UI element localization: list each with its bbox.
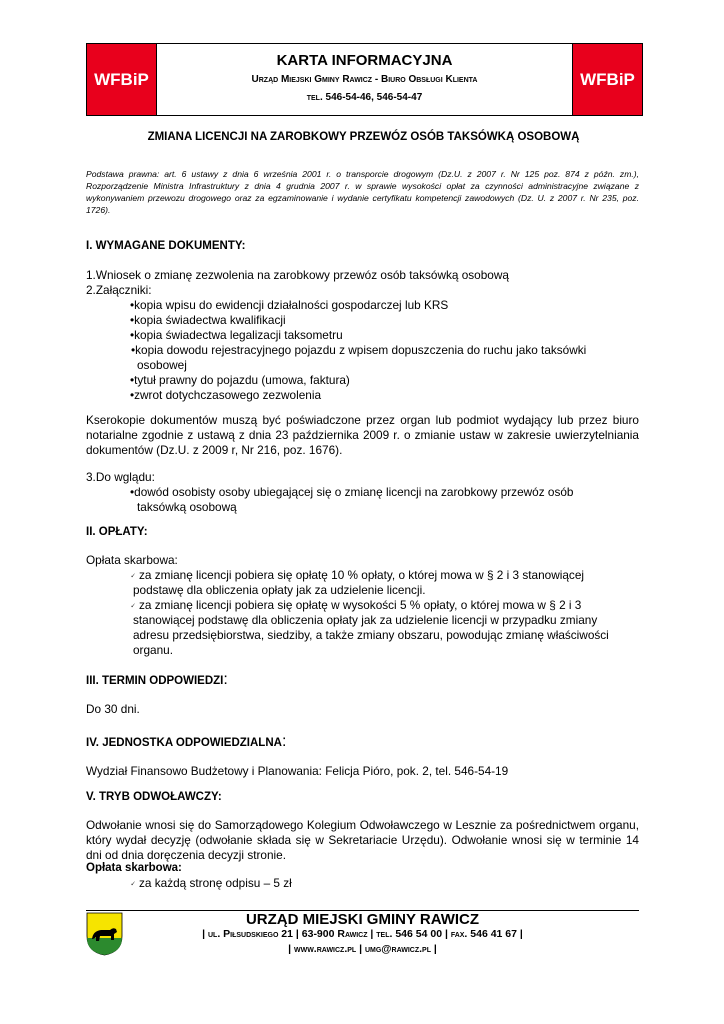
header-center — [157, 44, 572, 115]
section-heading-documents: I. WYMAGANE DOKUMENTY: — [86, 240, 246, 252]
heading-colon: : — [281, 733, 287, 750]
heading-colon: : — [223, 671, 228, 688]
fee-line: za zmianę licencji pobiera się opłatę w wysokości 5 % opłaty, o której mowa w § 2 i 3 — [139, 598, 582, 612]
attachment-item: •kopia dowodu rejestracyjnego pojazdu z wpisem dopuszczenia do ruchu jako taksówki — [131, 343, 587, 357]
list-item: 1.Wniosek o zmianę zezwolenia na zarobkowy przewóz osób taksówką osobową — [86, 268, 509, 282]
fee-line: za zmianę licencji pobiera się opłatę 10 % opłaty, o której mowa w § 2 i 3 stanowiącej — [139, 568, 585, 582]
responsible-unit: Wydział Finansowo Budżetowy i Planowania: Felicja Pióro, pok. 2, tel. 546-54-19 — [86, 764, 509, 778]
section-heading-appeal: V. TRYB ODWOŁAWCZY: — [86, 791, 222, 803]
attachment-item: •kopia świadectwa kwalifikacji — [130, 313, 286, 327]
response-time: Do 30 dni. — [86, 702, 140, 716]
section-heading-fees: II. OPŁATY: — [86, 526, 148, 538]
footer-contact: | www.rawicz.pl | umg@rawicz.pl | — [288, 943, 437, 955]
footer-title: URZĄD MIEJSKI GMINY RAWICZ — [245, 911, 480, 928]
attachment-item: •kopia wpisu do ewidencji działalności gospodarczej lub KRS — [130, 298, 449, 312]
attachment-item-continuation: osobowej — [137, 358, 187, 372]
check-mark-icon: 🗸 — [130, 571, 136, 580]
section-heading-response-time — [86, 671, 228, 689]
appeal-fee: za każdą stronę odpisu – 5 zł — [139, 876, 292, 890]
appeal-fee-label: Opłata skarbowa: — [86, 862, 182, 874]
fee-line: organu. — [133, 643, 174, 657]
header-phone: tel. 546-54-46, 546-54-47 — [306, 92, 423, 103]
section-heading-text: III. TERMIN ODPOWIEDZI — [86, 675, 224, 687]
header-title: KARTA INFORMACYJNA — [276, 52, 453, 69]
legal-basis: Podstawa prawna: art. 6 ustawy z dnia 6 września 2001 r. o transporcie drogowym (Dz.U. z 2007 r. Nr 125 poz. 874 z późn. zm.), Rozporządzenie Ministra Infrastruktury z dnia 4 grudnia 2007 r. w sprawie wysokości opłat za czynności administracyjne związane z wykonywaniem przewozu drogowego oraz za egzaminowanie i wydanie certyfikatu kompetencji zawodowych (Dz. U. z 2007 r. Nr 235, poz. 1726). — [86, 169, 639, 215]
check-mark-icon: 🗸 — [130, 879, 136, 888]
page-title: ZMIANA LICENCJI NA ZAROBKOWY PRZEWÓZ OSÓB TAKSÓWKĄ OSOBOWĄ — [147, 131, 580, 143]
fee-line: stanowiącej podstawę dla obliczenia opłaty jak za udzielenie licencji w przypadku zmiany — [133, 613, 598, 627]
attachment-item: •tytuł prawny do pojazdu (umowa, faktura) — [130, 373, 350, 387]
inspect-item-text: •dowód osobisty osoby ubiegającej się o zmianę licencji na zarobkowy przewóz osób — [130, 485, 574, 499]
appeal-text: Odwołanie wnosi się do Samorządowego Kolegium Odwoławczego w Lesznie za pośrednictwem organu, który wydał decyzję (odwołanie składa się w Sekretariacie Urzędu). Odwołanie wnosi się w terminie 14 dni od dnia doręczenia decyzji stronie. — [86, 818, 639, 862]
header-box — [86, 43, 643, 116]
inspect-item-continuation: taksówką osobową — [137, 500, 237, 514]
footer-address: | ul. Piłsudskiego 21 | 63-900 Rawicz | tel. 546 54 00 | fax. 546 41 67 | — [202, 928, 523, 940]
header-subtitle: Urząd Miejski Gminy Rawicz - Biuro Obsługi Klienta — [251, 74, 478, 85]
copies-note: Kserokopie dokumentów muszą być poświadczone przez organ lub podmiot wydający lub przez biuro notarialne zgodnie z ustawą z dnia 23 października 2009 r. o zmianie ustaw w zakresie uwierzytelniania dokumentów (Dz.U. z 2009 r, Nr 216, poz. 1676). — [86, 413, 639, 457]
check-mark-icon: 🗸 — [130, 601, 136, 610]
section-heading-unit — [86, 733, 286, 751]
wfbip-logo-right: WFBiP — [572, 44, 642, 115]
wfbip-logo-left: WFBiP — [87, 44, 157, 115]
fee-line: podstawę dla obliczenia opłaty jak za udzielenie licencji. — [133, 583, 426, 597]
attachment-item: •zwrot dotychczasowego zezwolenia — [130, 388, 322, 402]
list-item: 2.Załączniki: — [86, 283, 152, 297]
fee-label: Opłata skarbowa: — [86, 553, 178, 567]
section-heading-text: IV. JEDNOSTKA ODPOWIEDZIALNA — [86, 737, 282, 749]
fee-line: adresu przedsiębiorstwa, siedziby, a także zmiany obszaru, powodując zmianę właściwości — [133, 628, 609, 642]
attachment-item: •kopia świadectwa legalizacji taksometru — [130, 328, 343, 342]
list-item: 3.Do wglądu: — [86, 470, 155, 484]
inspect-item — [130, 485, 639, 500]
